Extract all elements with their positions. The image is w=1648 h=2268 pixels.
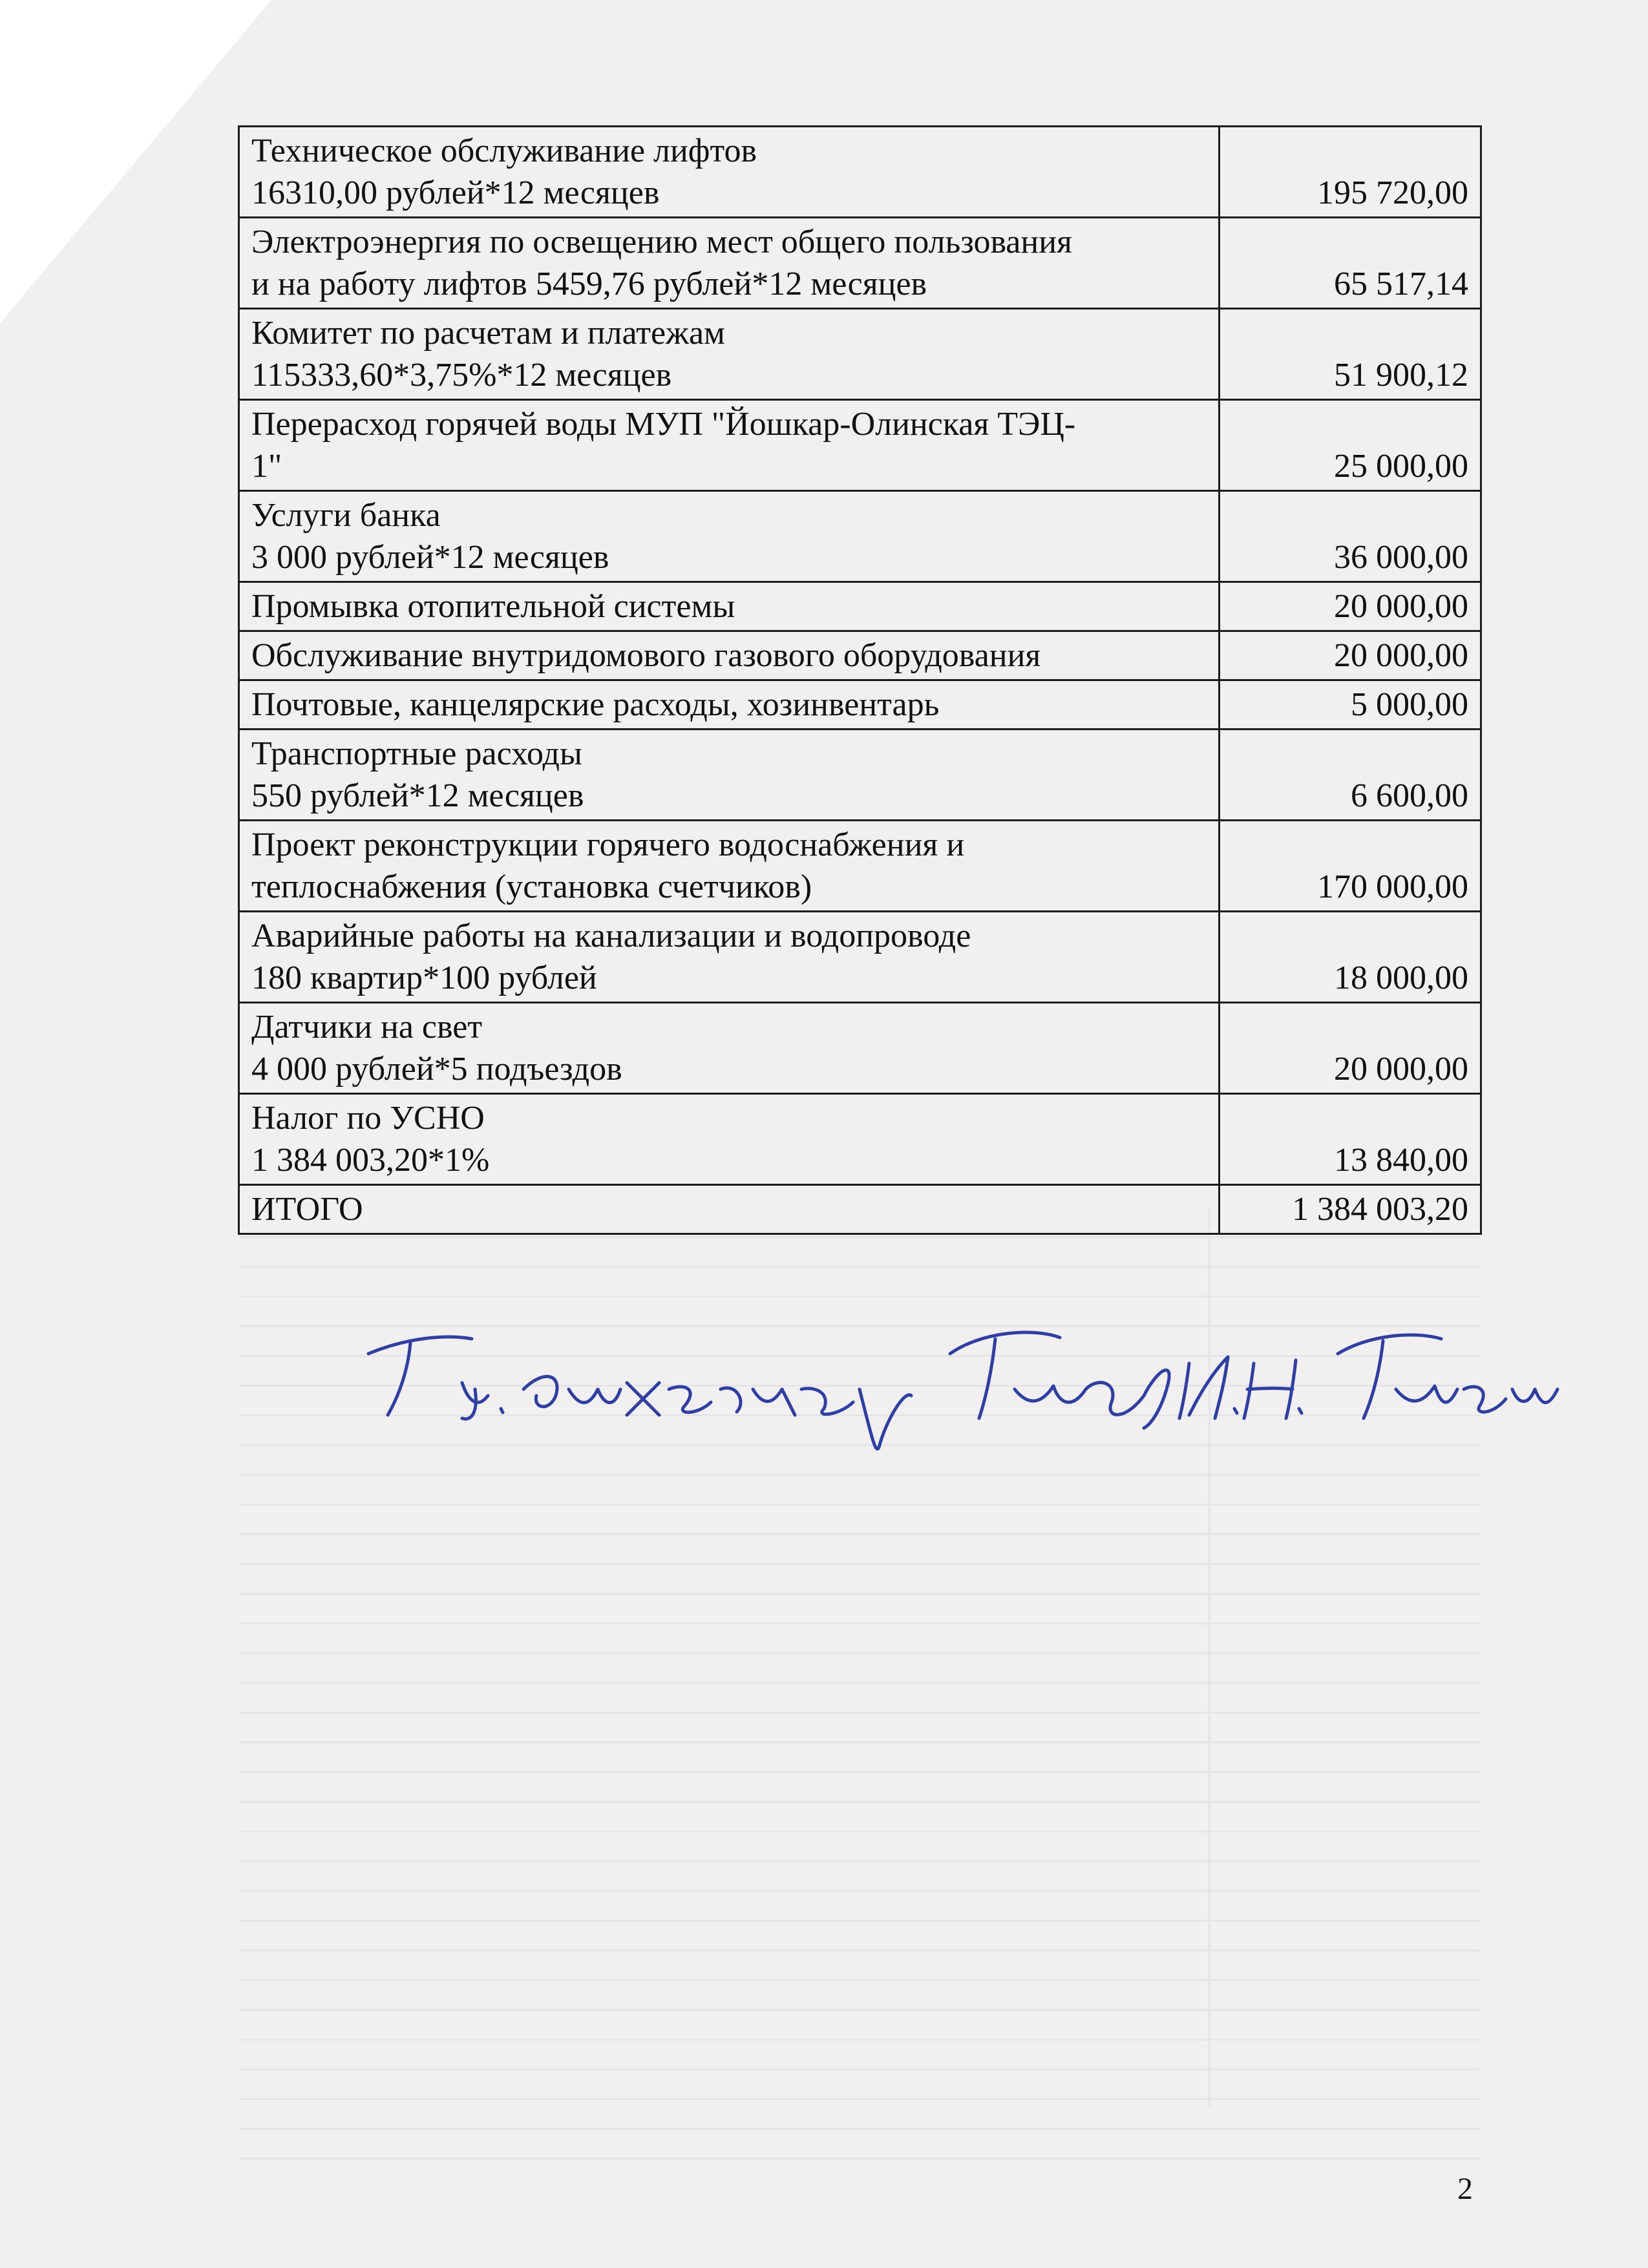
row-amount: 25 000,00 <box>1220 400 1481 491</box>
table-row <box>239 1003 1481 1094</box>
row-description <box>239 1094 1220 1185</box>
row-description <box>239 912 1220 1003</box>
handwritten-signature <box>349 1292 1564 1460</box>
expense-table <box>238 125 1482 1235</box>
row-description <box>239 680 1220 730</box>
description-line: Обслуживание внутридомового газового оборудования <box>251 637 1041 674</box>
description-line: 16310,00 рублей*12 месяцев <box>251 174 660 211</box>
description-line: Аварийные работы на канализации и водопроводе <box>251 918 971 954</box>
row-amount: 20 000,00 <box>1220 1003 1481 1094</box>
row-amount: 65 517,14 <box>1220 218 1481 309</box>
row-description <box>239 582 1220 631</box>
table-row <box>239 582 1481 631</box>
total-row <box>239 1185 1481 1234</box>
table-row <box>239 821 1481 912</box>
table-row <box>239 680 1481 730</box>
folded-corner <box>0 0 271 323</box>
description-line: теплоснабжения (установка счетчиков) <box>251 868 812 905</box>
description-line: 4 000 рублей*5 подъездов <box>251 1051 622 1087</box>
row-description <box>239 821 1220 912</box>
row-description <box>239 1003 1220 1094</box>
description-line: и на работу лифтов 5459,76 рублей*12 месяцев <box>251 266 927 302</box>
row-description <box>239 400 1220 491</box>
description-line: 1 384 003,20*1% <box>251 1142 490 1179</box>
description-line: 180 квартир*100 рублей <box>251 960 597 996</box>
row-description <box>239 218 1220 309</box>
row-amount: 51 900,12 <box>1220 309 1481 400</box>
description-line: 115333,60*3,75%*12 месяцев <box>251 357 672 394</box>
description-line: Датчики на свет <box>251 1009 483 1045</box>
row-description <box>239 491 1220 582</box>
description-line: 1" <box>251 448 282 485</box>
description-line: Услуги банка <box>251 497 441 534</box>
table-row <box>239 1094 1481 1185</box>
row-amount: 195 720,00 <box>1220 127 1481 218</box>
row-amount: 13 840,00 <box>1220 1094 1481 1185</box>
description-line: Комитет по расчетам и платежам <box>251 315 725 352</box>
table-row <box>239 400 1481 491</box>
table-row <box>239 912 1481 1003</box>
total-amount: 1 384 003,20 <box>1220 1185 1481 1234</box>
table-row <box>239 309 1481 400</box>
description-line: Налог по УСНО <box>251 1100 485 1137</box>
row-description <box>239 631 1220 680</box>
row-description <box>239 309 1220 400</box>
page-number: 2 <box>1457 2172 1473 2206</box>
row-amount: 36 000,00 <box>1220 491 1481 582</box>
description-line: Транспортные расходы <box>251 735 582 772</box>
row-description <box>239 127 1220 218</box>
row-amount: 20 000,00 <box>1220 582 1481 631</box>
row-amount: 6 600,00 <box>1220 730 1481 821</box>
description-line: Перерасход горячей воды МУП "Йошкар-Олинская ТЭЦ- <box>251 406 1076 443</box>
table-row <box>239 730 1481 821</box>
table-row <box>239 127 1481 218</box>
description-line: Электроэнергия по освещению мест общего пользования <box>251 224 1072 260</box>
table-row <box>239 631 1481 680</box>
table-row <box>239 218 1481 309</box>
description-line: Почтовые, канцелярские расходы, хозинвентарь <box>251 686 940 723</box>
table-row <box>239 491 1481 582</box>
row-amount: 170 000,00 <box>1220 821 1481 912</box>
description-line: Проект реконструкции горячего водоснабжения и <box>251 826 965 863</box>
row-amount: 5 000,00 <box>1220 680 1481 730</box>
row-amount: 20 000,00 <box>1220 631 1481 680</box>
row-description <box>239 730 1220 821</box>
description-line: 550 рублей*12 месяцев <box>251 777 584 814</box>
description-line: Промывка отопительной системы <box>251 588 735 625</box>
total-label: ИТОГО <box>239 1185 1220 1234</box>
description-line: 3 000 рублей*12 месяцев <box>251 539 609 576</box>
description-line: Техническое обслуживание лифтов <box>251 132 757 169</box>
row-amount: 18 000,00 <box>1220 912 1481 1003</box>
